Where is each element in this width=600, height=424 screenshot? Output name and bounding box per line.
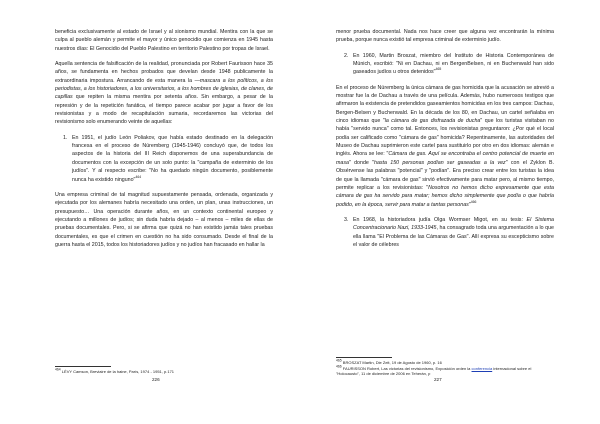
footnote-rule-right: [336, 357, 392, 358]
footnote-text-466-b: internacional sobre el "Holocausto", 11 de diciembre de 2006 en Teherán, p: [336, 365, 532, 376]
conferencia-link[interactable]: conferencia: [471, 365, 493, 371]
left-page-body: [55, 28, 273, 249]
right-paragraph-2-text-g: " con el Zyklon B. Obsérvense las palabras "potencial" y "podían". Era preciso crear entre los turistas la idea de que la llamada "cámara de gas" sirvió efectivamente para matar pero, al mismo tiempo, permite replicar a los revisionistas: ": [336, 159, 554, 191]
list-item-3-number: 3.: [344, 216, 349, 223]
left-paragraph-1: beneficia exclusivamente al estado de Israel y al sionismo mundial. Mentira con la que se culpa al pueblo alemán y permite el mayor y único genocidio que comienza en 1945 hasta nuestros días: El Genocidio del Pueblo Palestino en territorio Palestino por tropas de Israel.: [55, 29, 273, 52]
right-paragraph-2-italic-h: Nosotros no hemos dicho expresamente que esta cámara de gas ha servido para matar; hemos dicho simplemente que podía o que habría podido, en la época, servir para matar a tantas personas: [336, 184, 554, 208]
left-paragraph-2-text-c: que repiten la misma mentira por setenta años. Sin embargo, a pesar de la represión y de la repetición fanática, el tiempo parece acabar por jugar a favor de los revisionistas y a modo de recapitulación sumaria, recordaremos las victorias del revisionismo solo enumerando veinte de aquellas:: [55, 94, 273, 126]
right-paragraph-2-italic-f: hasta 150 personas podían ser gaseadas a la vez: [374, 159, 506, 166]
right-page: [336, 0, 554, 424]
right-paragraph-2: [336, 84, 554, 209]
list-item-3: [344, 216, 554, 249]
right-paragraph-2-text-a: En el proceso de Núremberg la única cámara de gas homicida que la acusación se atrevió a mostrar fue la de Dachau a través de una película. Además, hubo numerosos testigos que afirmaron la existencia de pretendidos gaseamientos homicidas en los tres campos: Dachau, Bergen-Belsen y Buchenwald. En la década de los 80, en Dachau, un cartel señalaba en cinco idiomas que ": [336, 84, 554, 125]
list-item-2: [344, 52, 554, 77]
page-number-right: 227: [434, 377, 442, 382]
footnote-text-466-a: FAURISSON Robert, Las victorias del revisionismo, Exposición orden la: [342, 365, 472, 371]
footnote-464: [55, 369, 273, 374]
list-item-1: [63, 134, 273, 184]
left-page: [55, 0, 273, 424]
right-paragraph-2-text-e: " donde ": [348, 159, 375, 166]
footnote-number-466: 466: [336, 364, 342, 369]
footnote-466: [336, 366, 554, 377]
left-paragraph-2: [55, 60, 273, 127]
list-item-3-text-c: , ha consagrado toda una argumentación a lo que ella llama "El Problema de las Cámaras de Gas". Allí expresa su escepticismo sobre el valor de célebres: [353, 225, 554, 248]
list-item-2-number: 2.: [344, 52, 349, 59]
footnote-text: LÉVY Camson, Breviaire de la haine, París, 1974 - 1951, p.171: [61, 369, 175, 374]
right-paragraph-2-italic-b: la cámara de gas disfrazada de ducha: [384, 118, 481, 125]
footnote-ref-464: 464: [135, 174, 142, 179]
right-page-body: [336, 28, 554, 249]
footnote-text-465: BROSZAT Martin, Die Zeit, 19 de Agosto de 1960, p. 16: [342, 360, 442, 365]
footnote-number-465: 465: [336, 358, 342, 363]
right-paragraph-2-text-c: " que los turistas visitaban no había "servido nunca" como tal. Entonces, los revisionistas preguntaron: ¿Por qué el local podía ser calificado como "cámara de gas" homicida? Repentinamente, las autoridades del Museo de Dachau suprimieron este cartel para sustituirlo por otro en dos idiomas: alemán e inglés. Ahora se lee: ": [336, 118, 554, 158]
list-item-1-number: 1.: [63, 134, 68, 141]
footnote-ref-466: 466: [470, 199, 477, 204]
left-paragraph-2-italic: —mascara a los políticos, a los periodistas, a los historiadores, a los universitarios, a los hombres de iglesias, de clanes, de capillas: [55, 77, 273, 101]
footnote-ref-465: 465: [435, 67, 442, 72]
left-paragraph-2-text-a: Aquella sentencia de falsificación de la realidad, pronunciada por Robert Faurisson hace 35 años, se fundamenta en hechos probados que develan desde 1948 publicamente la extraordinaria impostura. Arrancando de esta manera la: [55, 61, 273, 84]
list-item-3-italic: El Sistema Concentracionario Nazi, 1933-1945: [353, 216, 554, 232]
left-paragraph-3: Una empresa criminal de tal magnitud supuestamente pensada, ordenada, organizada y ejecutada por los alemanes habría necesitado una orden, un plan, unas instrucciones, un presupuesto… Una operación durante años, en un contexto continental europeo y ejecutando a millones de judíos; sin duda habría dejado – al menos – miles de ellas de pruebas documentales. Pero, si se afirma que quizá no han existido jamás tales pruebas documentales, es que el crimen en cuestión no ha sido consumado. Desde el final de la guerra hasta el 2015, todos los historiadores judíos y no judíos han fracasado en hallar la: [55, 191, 273, 248]
page-number-left: 226: [152, 377, 160, 382]
list-item-3-text: [353, 216, 554, 249]
right-paragraph-2-italic-d: Cámara de gas. Aquí se encontraba el centro potencial de muerte en masa: [336, 151, 554, 166]
list-item-1-text: [72, 134, 273, 184]
right-paragraph-1: menor prueba documental. Nada nos hace creer que alguna vez encontrarán la mínima prueba, porque nunca existió tal empresa criminal de exterminio judío.: [336, 29, 554, 44]
right-paragraph-2-text-i: ": [468, 201, 471, 208]
list-item-1-body: En 1951, el judío León Poliakov, que había estado destinado en la delegación francesa en el proceso de Núremberg (1945-1946) concluyó que, de todos los aspectos de la historia del III Reich disponemos de una superabundancia de documentos con la excepción de un solo punto: la "campaña de exterminio de los judíos". Y al respecto escribe: "No ha quedado ningún documento, posiblemente nunca ha existido ninguno": [72, 134, 273, 183]
footnote-rule: [55, 366, 111, 367]
list-item-3-text-a: En 1968, la historiadora judía Olga Wormser Migot, en su tesis:: [353, 216, 527, 223]
footnote-number: 464: [55, 367, 61, 372]
list-item-2-body: En 1960, Martin Broszat, miembro del Instituto de Historia Contemporánea de Múnich, escribió: "Ni en Dachau, ni en BergenBelsen, ni en Buchenwald han sido gaseados judíos u otros detenidos": [353, 52, 554, 76]
list-item-2-text: [353, 52, 554, 77]
